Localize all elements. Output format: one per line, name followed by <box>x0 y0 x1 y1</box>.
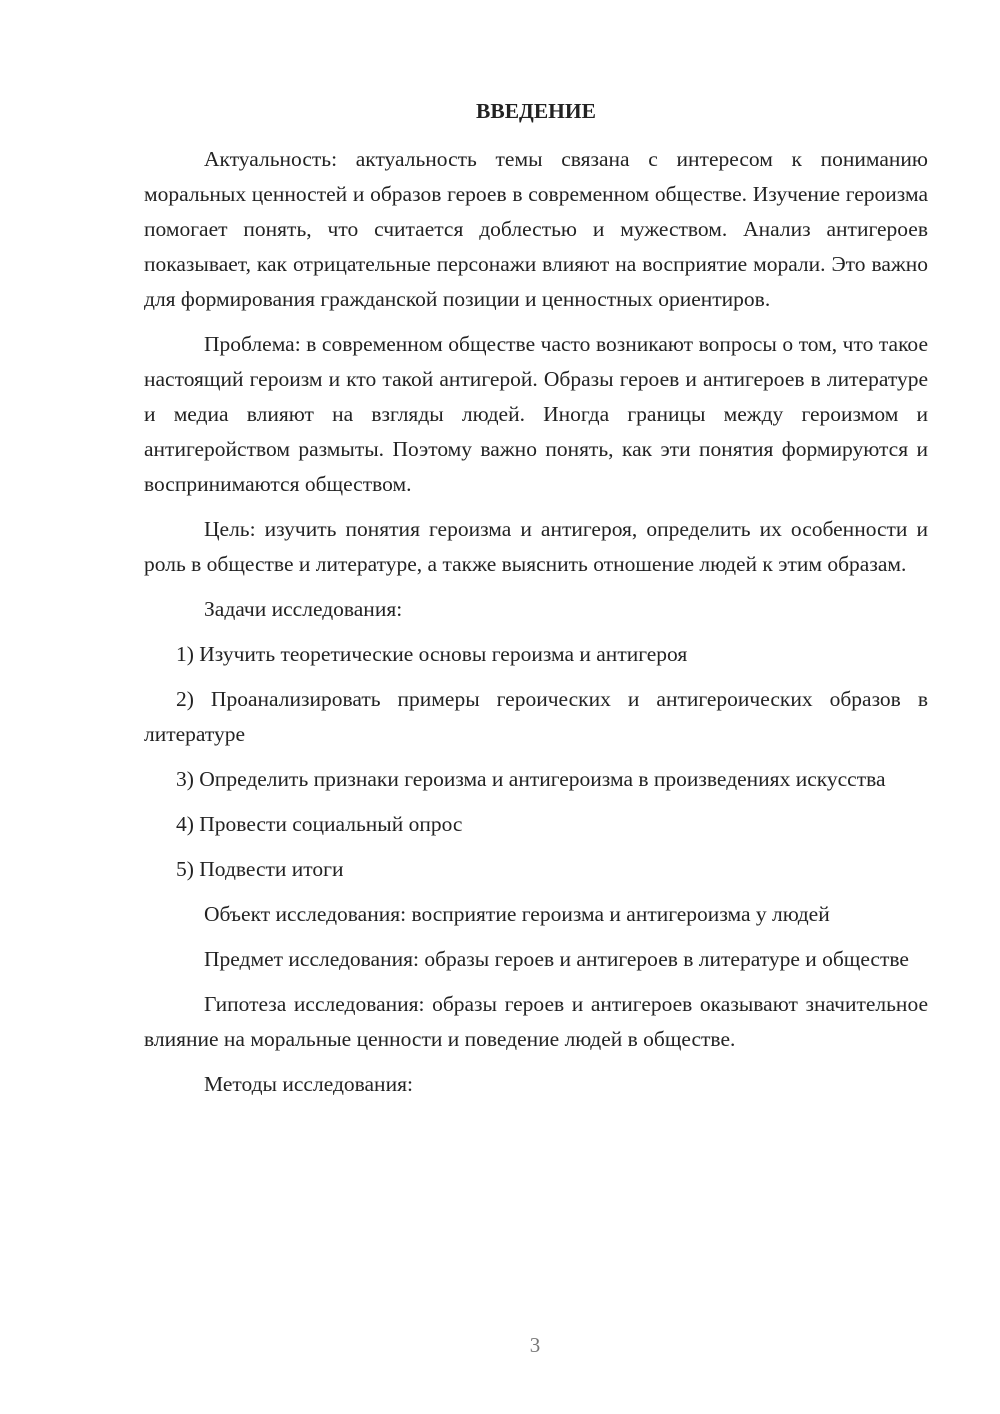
page-number: 3 <box>529 1333 541 1357</box>
tasks-heading: Задачи исследования: <box>204 597 403 621</box>
task-item-1: 1) Изучить теоретические основы героизма и антигероя <box>176 642 688 666</box>
task-item-4: 4) Провести социальный опрос <box>176 812 463 836</box>
task-item-3: 3) Определить признаки героизма и антигероизма в произведениях искусства <box>176 767 886 791</box>
page-content <box>144 94 928 1112</box>
goal-paragraph: Цель: изучить понятия героизма и антигероя, определить их особенности и роль в обществе и литературе, а также выяснить отношение людей к этим образам. <box>144 517 928 576</box>
methods-heading: Методы исследования: <box>204 1072 413 1096</box>
hypothesis-paragraph: Гипотеза исследования: образы героев и антигероев оказывают значительное влияние на моральные ценности и поведение людей в обществе. <box>144 992 928 1051</box>
problem-paragraph: Проблема: в современном обществе часто возникают вопросы о том, что такое настоящий героизм и кто такой антигерой. Образы героев и антигероев в литературе и медиа влияют на взгляды людей. Иногда границы между героизмом и антигеройством размыты. Поэтому важно понять, как эти понятия формируются и воспринимаются обществом. <box>144 332 928 496</box>
relevance-paragraph: Актуальность: актуальность темы связана с интересом к пониманию моральных ценностей и образов героев в современном обществе. Изучение героизма помогает понять, что считается доблестью и мужеством. Анализ антигероев показывает, как отрицательные персонажи влияют на восприятие морали. Это важно для формирования гражданской позиции и ценностных ориентиров. <box>144 147 928 311</box>
object-paragraph: Объект исследования: восприятие героизма и антигероизма у людей <box>204 902 830 926</box>
task-item-2: 2) Проанализировать примеры героических и антигероических образов в литературе <box>144 687 928 746</box>
task-item-5: 5) Подвести итоги <box>176 857 344 881</box>
subject-paragraph: Предмет исследования: образы героев и антигероев в литературе и обществе <box>204 947 909 971</box>
page-title: ВВЕДЕНИЕ <box>476 99 596 123</box>
